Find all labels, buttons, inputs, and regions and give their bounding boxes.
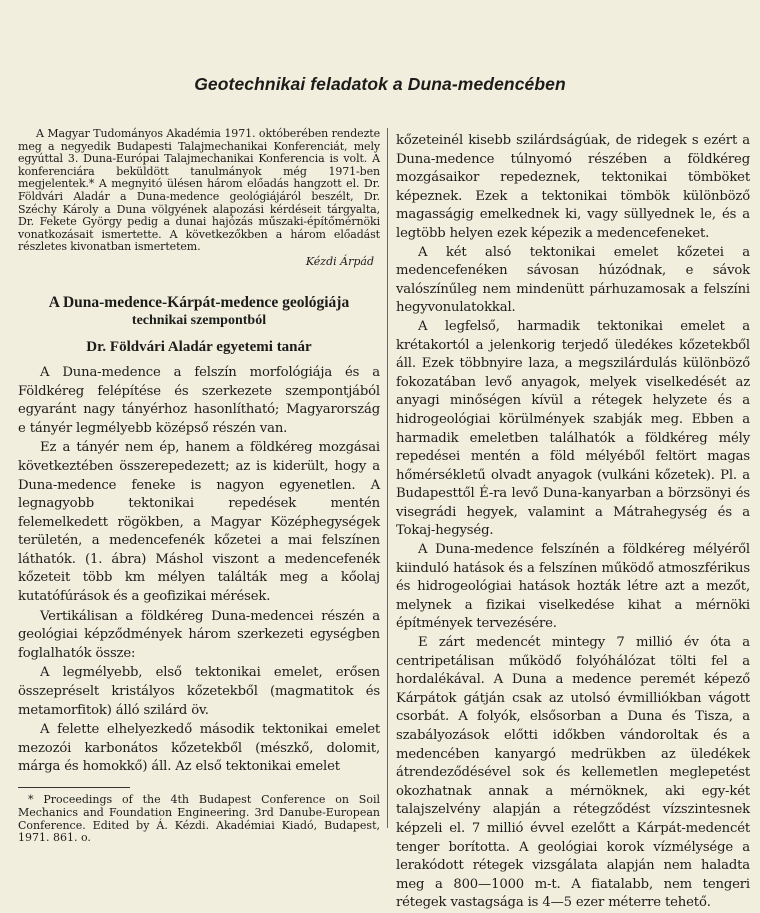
footnote — [18, 794, 380, 845]
paragraph: A Duna-medence a felszín morfológiája és a Földkéreg felépítése és szerkezete szempontjából egyaránt nagy tányérhoz hasonlítható; Magyarország e tányér legmélyebb középső részén van. — [18, 364, 380, 436]
paragraph: Vertikálisan a földkéreg Duna-medencei részén a geológiai képződmények három szerkezeti egységben foglalhatók össze: — [18, 608, 380, 661]
footnote-text: * Proceedings of the 4th Budapest Conference on Soil Mechanics and Foundation Engineering. 3rd Danube-European Conference. Edited by Á. Kézdi. Akadémiai Kiadó, Budapest, 1971. 861. o. — [18, 793, 380, 845]
paragraph: A legfelső, harmadik tektonikai emelet a krétakortól a jelenkorig terjedő üledékes kőzetekből áll. Ezek többnyire laza, a megszilárdulás különböző fokozatában levő anyagok, melyek viselkedését az anyagi minőségen kívül a rétegek helyzete és a hidrogeológiai körülmények szabják meg. Ebben a harmadik emeletben találhatók a földkéreg mély repedései mentén a föld mélyéből feltört magas hőmérsékletű olvadt anyagok (vulkáni kőzetek). Pl. a Budapesttől É-ra levő Duna-kanyarban a börzsönyi és visegrádi hegyek, valamint a Mátrahegység és a Tokaj-hegység. — [396, 318, 750, 539]
article-body-left — [18, 364, 380, 777]
abstract — [18, 128, 380, 254]
article-body-right — [396, 132, 750, 913]
paragraph: Ez a tányér nem ép, hanem a földkéreg mozgásai következtében összerepedezett; az is kiderült, hogy a Duna-medence feneke is nagyon egyenetlen. A legnagyobb tektonikai repedések mentén felemelkedett rögökben, a Magyar Középhegységek területén, a medencefenék kőzetei a mai felszínen láthatók. (1. ábra) Máshol viszont a medencefenék kőzeteit több km mélyen találták meg a kőolaj kutatófúrások és a geofizikai mérések. — [18, 440, 380, 605]
paragraph: A Duna-medence felszínén a földkéreg mélyéről kiinduló hatások és a felszínen működő atmoszférikus és hidrogeológiai hatások hozták létre azt a mezőt, melynek a fizikai viselkedése kihat a mérnöki építmények tervezésére. — [396, 542, 750, 632]
page-title: Geotechnikai feladatok a Duna-medencében — [194, 74, 566, 94]
paragraph: A két alsó tektonikai emelet kőzetei a medencefenéken sávosan húzódnak, e sávok valószínűleg nem mindenütt párhuzamosak a felszíni hegyvonulatokkal. — [396, 244, 750, 316]
column-divider — [387, 128, 388, 828]
article-title: A Duna-medence-Kárpát-medence geológiája — [48, 293, 350, 311]
right-column — [396, 132, 750, 913]
abstract-text: A Magyar Tudományos Akadémia 1971. októberében rendezte meg a negyedik Budapesti Talajmechanikai Konferenciát, mely egyúttal 3. Duna-Európai Talajmechanikai Konferencia is volt. A konferenciára beküldött tanulmányok még 1971-ben megjelentek.* A megnyitó ülésen három előadás hangzott el. Dr. Földvári Aladár a Duna-medence geológiájáról beszélt, Dr. Széchy Károly a Duna völgyének alapozási kérdéseit tárgyalta, Dr. Fekete György pedig a dunai hajózás műszaki-építőmérnöki vonatkozásait ismertette. A következőkben a három előadást részletes kivonatban ismertetem. — [18, 127, 380, 254]
article-title-line2: technikai szempontból — [131, 312, 267, 328]
paragraph: E zárt medencét mintegy 7 millió év óta a centripetálisan működő folyóhálózat tölti fel a hordalékával. A Duna a medence peremét képező Kárpátok gátján csak az utolsó évmilliókban vágott csorbát. A folyók, elsősorban a Duna és Tisza, a szabályozások előtti időkben vándoroltak és a medencében kanyargó medrükben az üledékek átrendeződésével sok és kellemetlen meglepetést okozhatnak annak a mérnöknek, aki egy-két talajszelvény alapján a rétegződést vízszintesnek képzeli el. 7 millió évvel ezelőtt a Kárpát-medencét tenger borította. A geológiai korok vízmélysége a lerakódott rétegek vizsgálata alapján nem haladta meg a 800—1000 m-t. A fiatalabb, nem tengeri rétegek vastagsága is 4—5 ezer méterre tehető. — [396, 635, 750, 911]
paragraph: A felette elhelyezkedő második tektonikai emelet mezozói karbonátos kőzetekből (mészkő, dolomit, márga és homokkő) áll. Az első tektonikai emelet — [18, 722, 380, 775]
abstract-signature: Kézdi Árpád — [305, 254, 374, 268]
paragraph: kőzeteinél kisebb szilárdságúak, de ridegek s ezért a Duna-medence túlnyomó részében a földkéreg mozgásaikor repedeznek, tektonikai tömböket képeznek. Ezek a tektonikai tömbök különböző magasságig emelkednek ki, vagy süllyednek le, és a legtöbb helyen ezek képezik a medencefeneket. — [396, 133, 750, 241]
paragraph: A legmélyebb, első tektonikai emelet, erősen összepréselt kristályos kőzetekből (magmatitok és metamorfitok) álló szilárd öv. — [18, 665, 380, 718]
left-column — [18, 128, 380, 845]
article-author: Dr. Földvári Aladár egyetemi tanár — [86, 338, 312, 355]
footnote-rule — [18, 787, 130, 788]
